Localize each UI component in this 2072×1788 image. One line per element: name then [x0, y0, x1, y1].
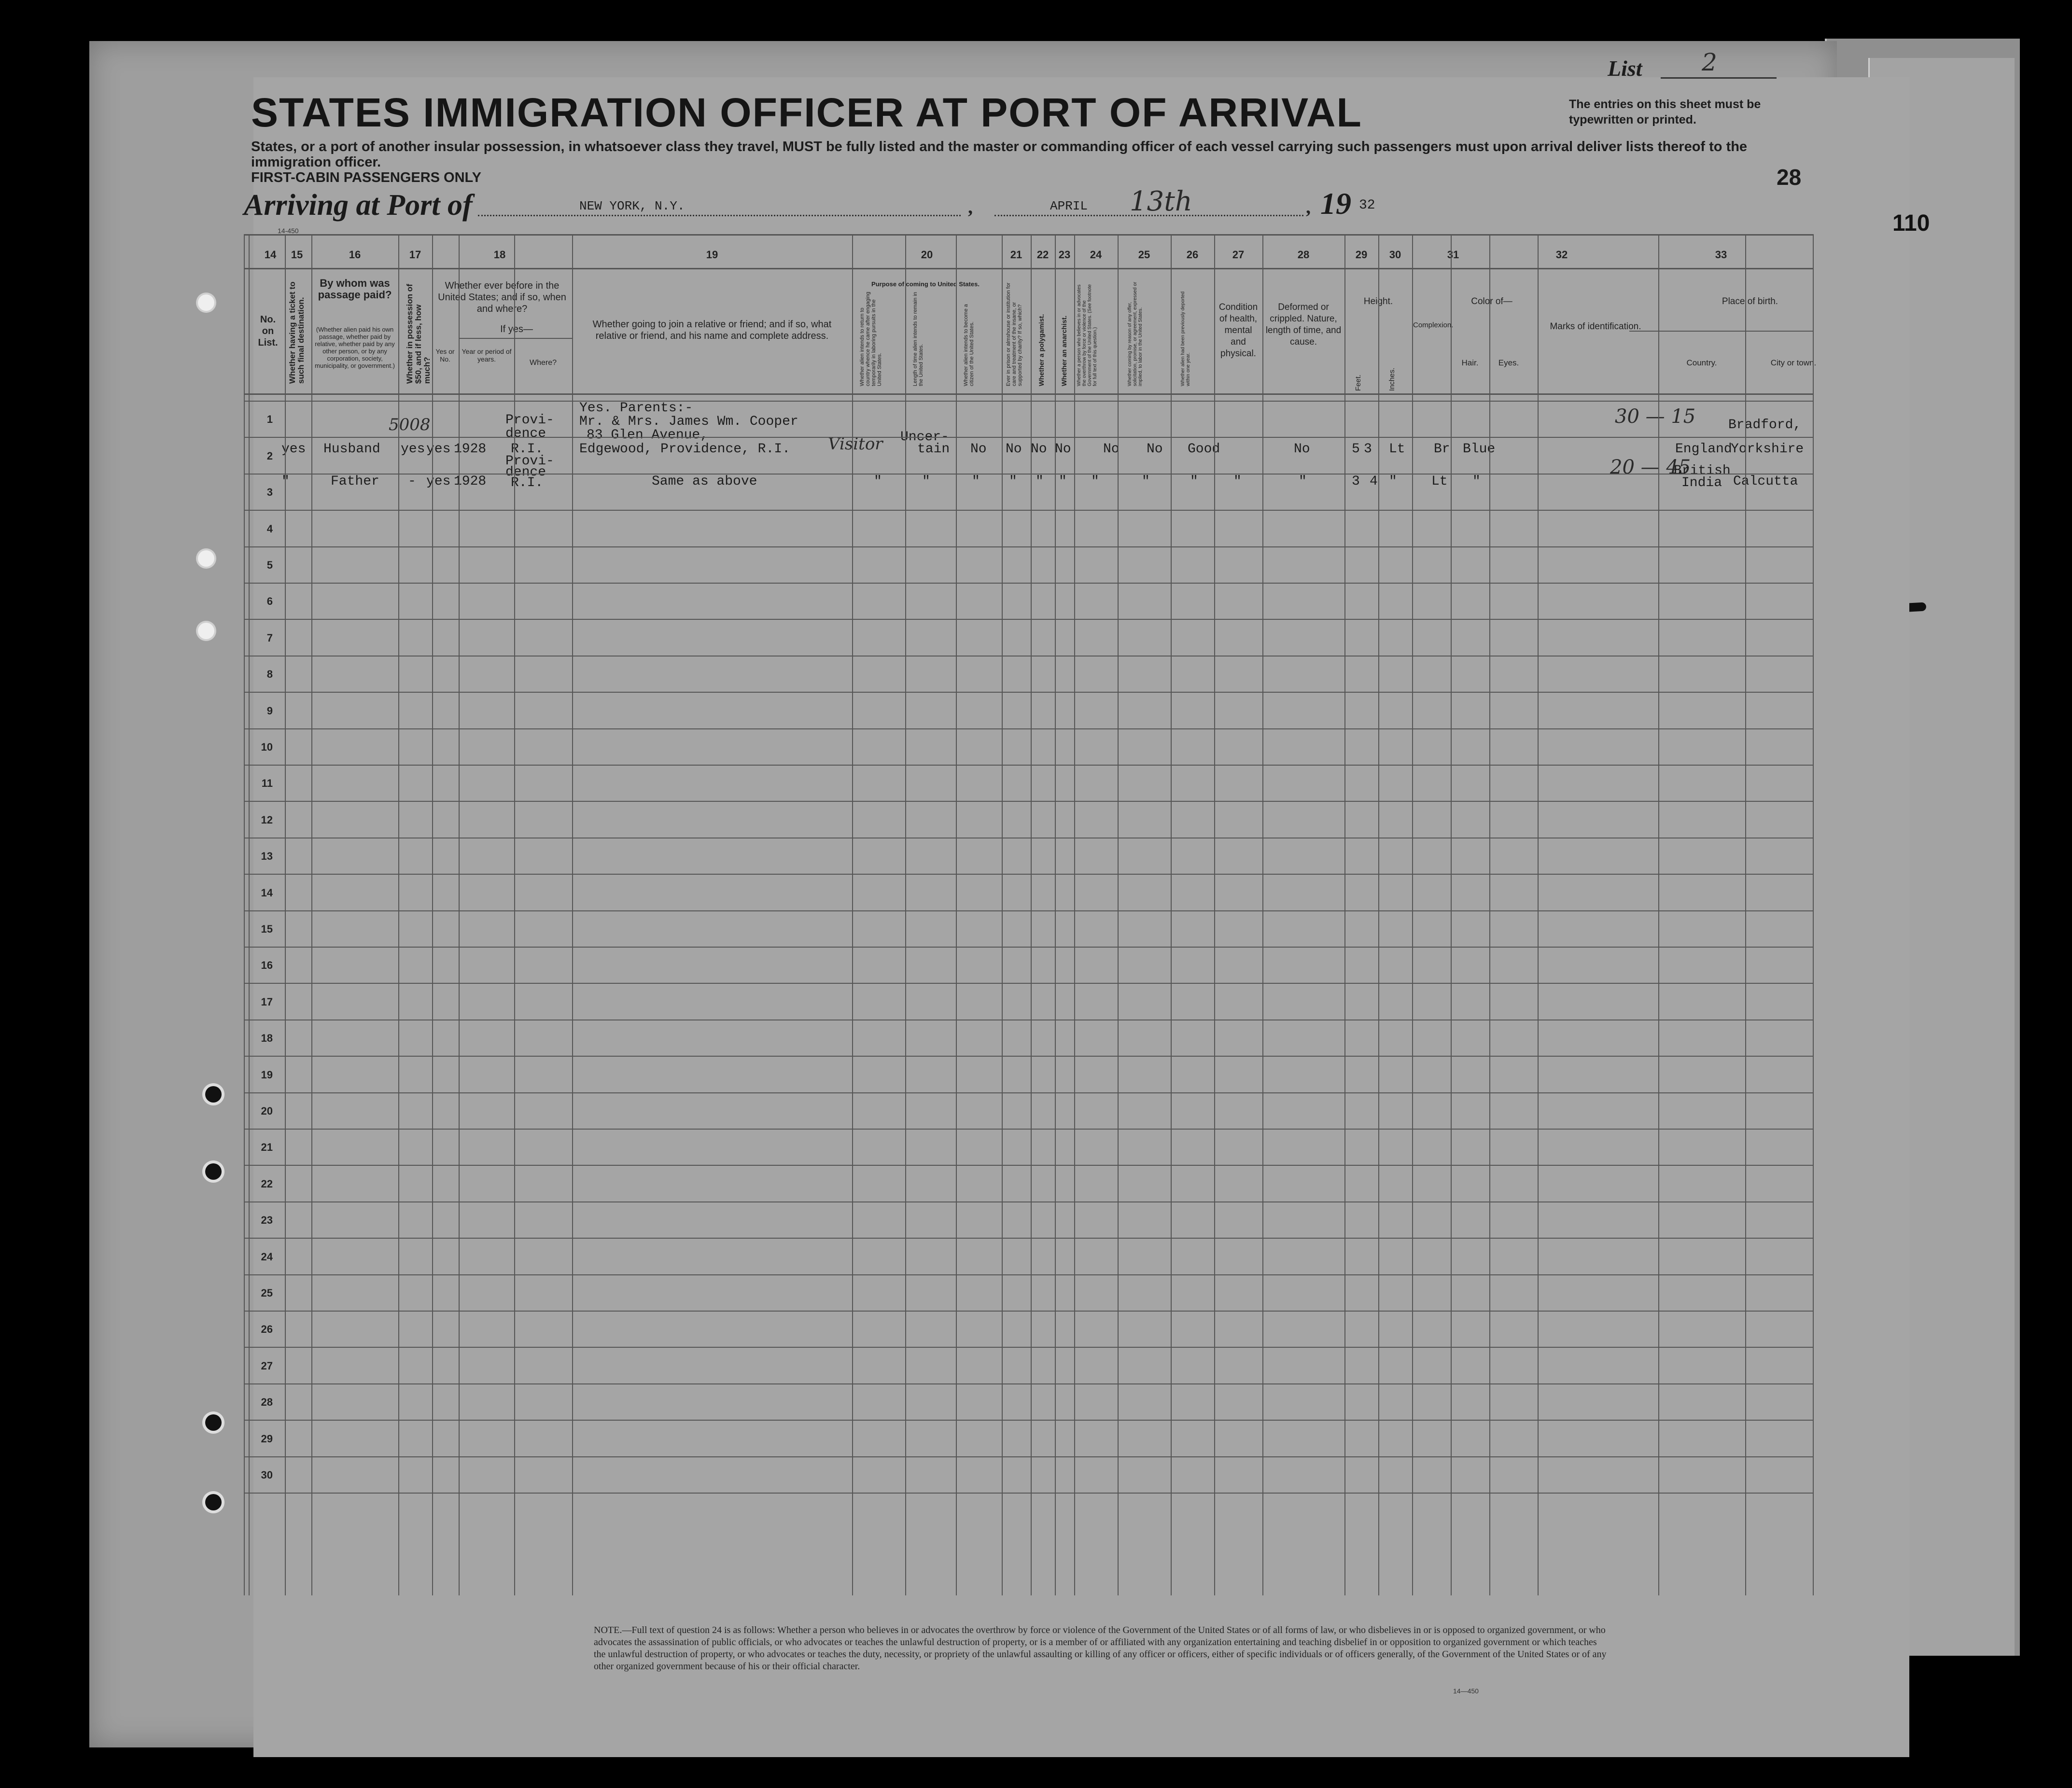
entry2-where-3: R.I. — [511, 475, 544, 490]
grid-row-line — [244, 692, 1813, 693]
grid-col-line — [572, 234, 573, 1595]
grid-row-line — [244, 1420, 1813, 1421]
row-number: 22 — [261, 1178, 273, 1190]
grid-row-line — [244, 1347, 1813, 1348]
entry2-handwritten-code: 20 — 45 — [1610, 456, 1691, 478]
entry1-health: Good — [1188, 442, 1220, 457]
grid-row-line — [244, 393, 1813, 395]
col-number-25: 25 — [1138, 249, 1150, 261]
header-prison: Ever in prison or almshouse or institution for care and treatment of the insane, or supported by charity? If so, which? — [1006, 282, 1023, 386]
row-number: 16 — [261, 959, 273, 971]
grid-col-line — [311, 234, 312, 1595]
grid-row-line — [244, 910, 1813, 911]
col-number-26: 26 — [1186, 249, 1199, 261]
entry2-paid-by: Father — [331, 474, 379, 489]
row-number: 18 — [261, 1032, 273, 1044]
row-number: 20 — [261, 1105, 273, 1117]
row-number: 23 — [261, 1214, 273, 1226]
footer-code: 14—450 — [1453, 1687, 1479, 1695]
col-number-30: 30 — [1389, 249, 1401, 261]
header-join: Whether going to join a relative or friend; and if so, what relative or friend, and his name and complete address. — [592, 319, 832, 341]
header-ticket: Whether having a ticket to such final destination. — [288, 281, 306, 384]
list-number: 2 — [1702, 48, 1717, 76]
page-title: STATES IMMIGRATION OFFICER AT PORT OF ARRIVAL — [251, 90, 1362, 135]
header-color: Color of— — [1471, 296, 1512, 307]
list-line — [1661, 77, 1777, 79]
page-number: 28 — [1777, 165, 1802, 190]
entry2-ditto: " — [922, 474, 930, 489]
entry1-deformed: No — [1294, 442, 1310, 457]
entry2-where-2: dence — [505, 465, 546, 480]
port-line — [478, 215, 961, 216]
grid-row-line — [244, 474, 1813, 475]
row-number: 25 — [261, 1287, 273, 1299]
entry1-handwritten-number: 5008 — [389, 415, 431, 434]
grid-col-line — [1344, 234, 1345, 1595]
header-country: Country. — [1686, 358, 1717, 367]
entry2-city: Calcutta — [1733, 474, 1798, 489]
entry1-city-1: Bradford, — [1728, 418, 1802, 433]
entry2-ditto: " — [1059, 474, 1067, 489]
row-number: 12 — [261, 814, 273, 826]
footnote: NOTE.—Full text of question 24 is as follows: Whether a person who believes in or advocates the overthrow by force or violence of the Government of the United States or of all forms of law, or who disbelieves in or is opposed to organized government, or who advocates the assassination of public officials, or who advocates or teaches the unlawful destruction of property, or is a member of or affiliated with any organization entertaining and teaching disbelief in or opposition to organized government or which teaches the unlawful destruction of property, or who advocates or teaches the duty, necessity, or propriety of the unlawful assaulting or killing of any officer or officers, either of specific individuals or of officers generally, of the Government of the United States or of any other organized government because of his or their official character. — [594, 1625, 1607, 1672]
entry1-c22: No — [1006, 442, 1022, 457]
grid-row-line — [244, 1129, 1813, 1130]
header-complexion: Complexion. — [1413, 321, 1454, 329]
entry2-join: Same as above — [652, 474, 757, 489]
grid-col-line — [1451, 234, 1452, 1595]
grid-col-line — [249, 234, 250, 1595]
grid-row-line — [244, 801, 1813, 802]
grid-row-line — [244, 1201, 1813, 1202]
arriving-label: Arriving at Port of — [244, 189, 473, 222]
header-purpose-c: Whether alien intends to become a citizen of the United States. — [963, 304, 975, 386]
grid-sub-line — [1629, 331, 1813, 332]
col-number-23: 23 — [1058, 249, 1071, 261]
col-number-19: 19 — [706, 249, 718, 261]
grid-col-line — [1171, 234, 1172, 1595]
entry2-ditto: " — [1299, 474, 1307, 489]
header-paid-by: By whom was passage paid? — [318, 277, 392, 301]
punch-hole — [198, 623, 214, 639]
col-number-16: 16 — [349, 249, 361, 261]
grid-row-line — [244, 1274, 1813, 1275]
entry2-feet: 3 — [1352, 474, 1360, 489]
entry2-ditto: " — [1389, 474, 1397, 489]
entry1-city-2: Yorkshire — [1731, 442, 1804, 457]
entry2-where-1: Provi- — [505, 454, 554, 469]
grid-row-line — [244, 546, 1813, 547]
grid-col-line — [432, 234, 433, 1595]
header-paid-by-sub: (Whether alien paid his own passage, whether paid by relative, whether paid by any other person, or by any corporation, society, municipality, or government.) — [315, 326, 395, 369]
grid-row-line — [244, 1165, 1813, 1166]
row-number: 28 — [261, 1396, 273, 1408]
row-number: 17 — [261, 996, 273, 1008]
row-number: 26 — [261, 1323, 273, 1335]
grid-col-line — [1378, 234, 1379, 1595]
entry2-ditto: " — [1036, 474, 1044, 489]
punch-hole — [205, 1414, 222, 1431]
row-number: 24 — [261, 1251, 273, 1263]
grid-row-line — [244, 583, 1813, 584]
grid-col-line — [514, 234, 515, 1595]
header-birthplace: Place of birth. — [1722, 296, 1778, 307]
grid-col-line — [1214, 234, 1215, 1595]
header-deported: Whether alien had been previously deported within one year. — [1180, 291, 1191, 386]
grid-col-line — [852, 234, 853, 1595]
entry1-where-3: R.I. — [511, 442, 544, 457]
entry1-join-4: Edgewood, Providence, R.I. — [579, 442, 790, 457]
grid-col-line — [1262, 234, 1263, 1595]
col-number-15: 15 — [291, 249, 303, 261]
side-number: 110 — [1892, 210, 1930, 236]
month-value: APRIL — [1050, 199, 1088, 213]
header-inches: Inches. — [1388, 367, 1396, 391]
grid-col-line — [398, 234, 399, 1595]
grid-row-line — [244, 437, 1813, 438]
grid-row-line — [244, 619, 1813, 620]
entry1-before-yes: yes — [426, 442, 451, 457]
header-eyes: Eyes. — [1498, 358, 1519, 367]
entry2-possession: - — [408, 474, 416, 489]
grid-row-line — [244, 401, 1813, 402]
grid-row-line — [244, 510, 1813, 511]
col-number-33: 33 — [1715, 249, 1727, 261]
entry1-join-1: Yes. Parents:- — [579, 401, 693, 416]
grid-row-line — [244, 983, 1813, 984]
grid-row-line — [244, 1238, 1813, 1239]
punch-hole — [198, 294, 214, 311]
grid-col-line — [1055, 234, 1056, 1595]
cabin-class: FIRST-CABIN PASSENGERS ONLY — [251, 170, 481, 185]
entry2-ditto: " — [1233, 474, 1242, 489]
entry1-join-2: Mr. & Mrs. James Wm. Cooper — [579, 414, 798, 429]
grid-row-line — [244, 1456, 1813, 1457]
header-offer: Whether coming by reason of any offer, solicitation, promise, or agreement, expressed or implied, to labor in the United States. — [1127, 281, 1143, 386]
row-number: 1 — [266, 413, 273, 425]
comma: , — [968, 196, 973, 218]
entry2-ticket: " — [281, 474, 290, 489]
entry1-join-3: 83 Glen Avenue, — [587, 428, 709, 443]
entry2-ditto: " — [1142, 474, 1150, 489]
row-number: 5 — [266, 559, 273, 571]
col-number-20: 20 — [921, 249, 933, 261]
grid-row-line — [244, 268, 1813, 269]
row-number: 19 — [261, 1069, 273, 1081]
punch-hole — [198, 550, 214, 567]
col-number-14: 14 — [264, 249, 277, 261]
entry1-before-year: 1928 — [454, 442, 487, 457]
entry1-c23: No — [1031, 442, 1047, 457]
col-number-29: 29 — [1355, 249, 1368, 261]
col-number-24: 24 — [1090, 249, 1102, 261]
entry1-c24: No — [1055, 442, 1071, 457]
entry2-before-year: 1928 — [454, 474, 487, 489]
grid-row-line — [244, 1383, 1813, 1384]
header-possession: Whether in possession of $50, and if less, how much? — [405, 284, 432, 384]
header-before: Whether ever before in the United States; and if so, when and where? — [438, 280, 566, 314]
header-hair: Hair. — [1461, 358, 1479, 367]
port-value: NEW YORK, N.Y. — [579, 199, 685, 213]
header-marks: Marks of identification. — [1550, 321, 1641, 332]
entry1-complexion: Lt — [1389, 442, 1405, 457]
list-label: List — [1608, 56, 1642, 81]
entry1-c26: No — [1147, 442, 1163, 457]
entry1-eyes: Blue — [1463, 442, 1496, 457]
header-feet: Feet. — [1354, 374, 1362, 391]
header-height: Height. — [1363, 296, 1393, 307]
grid-row-line — [244, 1311, 1813, 1312]
grid-col-line — [459, 234, 460, 1595]
grid-row-line — [244, 234, 1813, 236]
col-number-31: 31 — [1447, 249, 1459, 261]
row-number: 2 — [266, 450, 273, 462]
grid-row-line — [244, 765, 1813, 766]
entry2-before-yes: yes — [426, 474, 451, 489]
grid-col-line — [1412, 234, 1413, 1595]
row-number: 15 — [261, 923, 273, 935]
header-yes-no: Yes or No. — [435, 348, 455, 363]
row-number: 6 — [266, 595, 273, 607]
row-number: 3 — [266, 486, 273, 498]
form-code: 14-450 — [278, 227, 299, 235]
year-prefix: 19 — [1320, 186, 1351, 221]
grid-row-line — [244, 874, 1813, 875]
header-purpose-a: Whether alien intends to return to country whence he came after engaging temporarily in laboring pursuits in the United States. — [859, 292, 882, 386]
entry2-complexion: Lt — [1431, 474, 1448, 489]
punch-hole — [205, 1086, 222, 1103]
header-purpose: Purpose of coming to United States. — [871, 280, 980, 288]
header-description — [251, 139, 1748, 185]
grid-col-line — [285, 234, 286, 1595]
grid-row-line — [244, 1056, 1813, 1057]
grid-row-line — [244, 656, 1813, 657]
grid-col-line — [956, 234, 957, 1595]
punch-hole — [205, 1494, 222, 1510]
grid-col-line — [1813, 234, 1814, 1595]
entry2-ditto: " — [1472, 474, 1481, 489]
grid-row-line — [244, 1493, 1813, 1494]
entry1-country: England — [1675, 442, 1732, 457]
entry1-where-1: Provi- — [505, 413, 554, 428]
entry1-ticket: yes — [281, 442, 306, 457]
col-number-17: 17 — [409, 249, 421, 261]
row-number: 4 — [266, 523, 273, 535]
header-where: Where? — [529, 359, 557, 367]
year-suffix: 32 — [1359, 198, 1375, 213]
grid-col-line — [1031, 234, 1032, 1595]
entry1-paid-by: Husband — [323, 442, 380, 457]
grid-row-line — [244, 728, 1813, 729]
entry2-ditto: " — [972, 474, 980, 489]
entry2-inches: 4 — [1370, 474, 1378, 489]
entry1-c21: No — [970, 442, 987, 457]
row-number: 27 — [261, 1360, 273, 1372]
grid-sub-line — [459, 338, 572, 339]
entry1-length-2: tain — [917, 442, 950, 457]
col-number-32: 32 — [1555, 249, 1568, 261]
grid-col-line — [1658, 234, 1659, 1595]
entry1-inches: 3 — [1364, 442, 1372, 457]
entry1-purpose: Visitor — [828, 434, 883, 454]
grid-col-line — [1074, 234, 1075, 1595]
grid-col-line — [1118, 234, 1119, 1595]
row-number: 9 — [266, 705, 273, 717]
row-number: 10 — [261, 741, 273, 753]
grid-col-line — [905, 234, 906, 1595]
entry2-ditto: " — [1190, 474, 1198, 489]
grid-col-line — [1538, 234, 1539, 1595]
manifest-table — [244, 234, 1817, 1595]
row-number: 7 — [266, 632, 273, 644]
description-text: States, or a port of another insular possession, in whatsoever class they travel, MUST be fully listed and the master or commanding officer of each vessel carrying such passengers must upon arrival deliver lists thereof to the immigration officer. — [251, 139, 1748, 170]
row-number: 30 — [261, 1469, 273, 1481]
entry1-handwritten-code: 30 — 15 — [1615, 405, 1696, 428]
header-purpose-b: Length of time alien intends to remain in the United States. — [912, 292, 924, 386]
entry1-possession: yes — [401, 442, 425, 457]
grid-col-line — [244, 234, 245, 1595]
header-health: Condition of health, mental and physical. — [1218, 302, 1258, 359]
header-anarchist: Whether an anarchist. — [1060, 315, 1068, 386]
row-number: 29 — [261, 1433, 273, 1445]
row-number: 13 — [261, 850, 273, 862]
entry1-feet: 5 — [1352, 442, 1360, 457]
header-no-on-list: No. on List. — [258, 314, 278, 348]
col-number-22: 22 — [1036, 249, 1049, 261]
day-value: 13th — [1130, 186, 1192, 217]
grid-row-line — [244, 1092, 1813, 1093]
entry2-ditto: " — [874, 474, 882, 489]
col-number-18: 18 — [493, 249, 506, 261]
entry1-c25: No — [1103, 442, 1120, 457]
header-polygamist: Whether a polygamist. — [1037, 314, 1045, 386]
comma2: , — [1306, 196, 1311, 218]
entry1-length-1: Uncer- — [900, 430, 949, 445]
entry1-where-2: dence — [505, 426, 546, 441]
col-number-27: 27 — [1232, 249, 1245, 261]
entry2-ditto: " — [1091, 474, 1099, 489]
row-number: 14 — [261, 887, 273, 899]
header-overthrow: Whether a person who believes in or advocates the overthrow by force or violence of the Government of the United States. (See footnote for full text of this question.) — [1077, 284, 1098, 386]
punch-hole — [205, 1163, 222, 1180]
row-number: 11 — [261, 777, 273, 789]
entry2-country-1: British — [1674, 463, 1731, 478]
header-city: City or town. — [1770, 358, 1817, 367]
row-number: 21 — [261, 1141, 273, 1153]
header-year: Year or period of years. — [462, 348, 512, 363]
typewritten-note: The entries on this sheet must be typewritten or printed. — [1569, 98, 1761, 126]
grid-row-line — [244, 947, 1813, 948]
grid-col-line — [1489, 234, 1490, 1595]
header-deformed: Deformed or crippled. Nature, length of time, and cause. — [1265, 302, 1342, 347]
entry2-ditto: " — [1009, 474, 1017, 489]
col-number-21: 21 — [1010, 249, 1022, 261]
header-if-yes: If yes— — [500, 324, 533, 335]
entry2-country-2: India — [1681, 475, 1722, 490]
grid-col-line — [1002, 234, 1003, 1595]
grid-col-line — [1745, 234, 1746, 1595]
entry1-hair: Br — [1434, 442, 1450, 457]
row-number: 8 — [266, 668, 273, 680]
col-number-28: 28 — [1297, 249, 1310, 261]
